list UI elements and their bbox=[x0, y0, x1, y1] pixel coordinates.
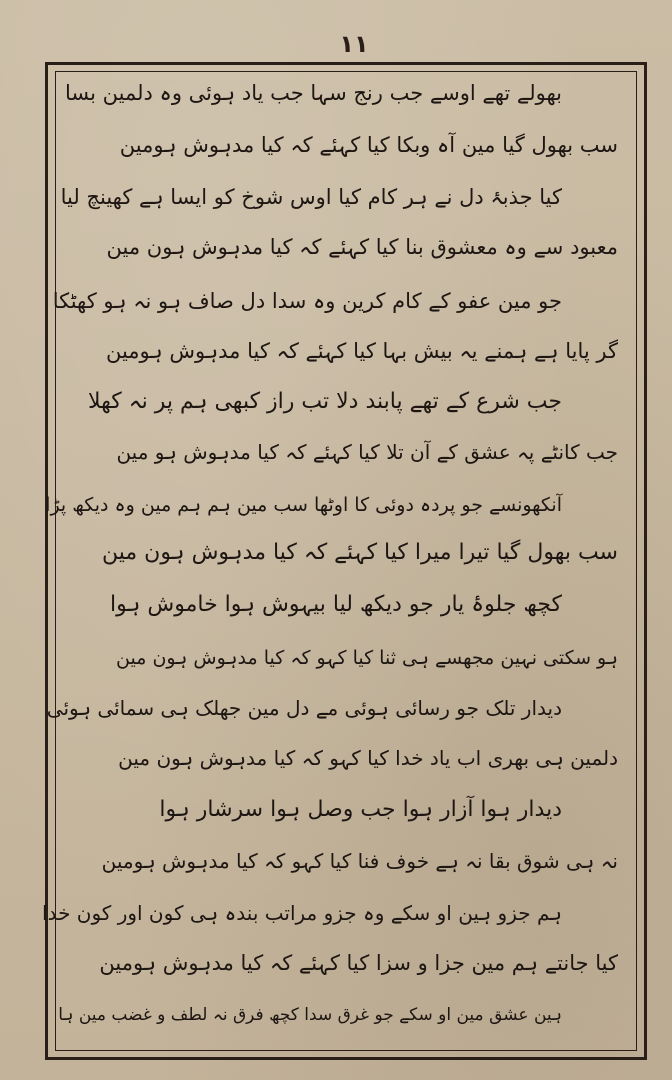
verse-line: سب بھول گیا مین آہ وبکا کیا کہئے کہ کیا مدہوش ہومین bbox=[119, 133, 618, 157]
verse-line: ہو سکتی نہین مجھسے ہی ثنا کیا کہو کہ کیا مدہوش ہون مین bbox=[116, 647, 618, 669]
verse-line: کچھ جلوۂ یار جو دیکھ لیا بیہوش ہوا خاموش ہوا bbox=[110, 592, 562, 617]
verse-line: کیا جانتے ہم مین جزا و سزا کیا کہئے کہ کیا مدہوش ہومین bbox=[99, 951, 618, 975]
verse-line: سب بھول گیا تیرا میرا کیا کہئے کہ کیا مدہوش ہون مین bbox=[102, 540, 618, 565]
verse-line: دلمین ہی بھری اب یاد خدا کیا کہو کہ کیا مدہوش ہون مین bbox=[118, 746, 618, 770]
verse-line: دیدار ہوا آزار ہوا جب وصل ہوا سرشار ہوا bbox=[159, 797, 562, 822]
verse-line: کیا جذبۂ دل نے ہر کام کیا اوس شوخ کو ایسا ہے کھینچ لیا bbox=[60, 185, 562, 209]
verse-line: ہم جزو ہین او سکے وہ جزو مراتب بندہ ہی کون اور کون خدا bbox=[42, 901, 562, 925]
verse-line: ہین عشق مین او سکے جو غرق سدا کچھ فرق نہ لطف و غضب مین ہا bbox=[58, 1005, 562, 1025]
page-number: ۱۱ bbox=[339, 30, 369, 58]
verse-line: معبود سے وہ معشوق بنا کیا کہئے کہ کیا مدہوش ہون مین bbox=[106, 235, 618, 259]
verse-line: جب شرع کے تھے پابند دلا تب راز کبھی ہم پر نہ کھلا bbox=[87, 389, 562, 414]
verse-line: جو مین عفو کے کام کرین وہ سدا دل صاف ہو نہ ہو کھٹکا bbox=[52, 289, 562, 313]
verse-line: بھولے تھے اوسے جب رنج سہا جب یاد ہوئی وہ دلمین بسا bbox=[65, 81, 562, 105]
verse-line: دیدار تلک جو رسائی ہوئی مے دل مین جھلک ہی سمائی ہوئی bbox=[46, 696, 562, 720]
verse-line: نہ ہی شوق بقا نہ ہے خوف فنا کیا کہو کہ کیا مدہوش ہومین bbox=[101, 849, 618, 873]
verse-line: گر پایا ہے ہمنے یہ بیش بہا کیا کہئے کہ کیا مدہوش ہومین bbox=[105, 339, 618, 363]
verse-line: آنکھونسے جو پردہ دوئی کا اوٹھا سب مین ہم ہم مین وہ دیکھ پڑا bbox=[45, 494, 562, 516]
verse-line: جب کانٹے پہ عشق کے آن تلا کیا کہئے کہ کیا مدہوش ہو مین bbox=[116, 440, 618, 464]
